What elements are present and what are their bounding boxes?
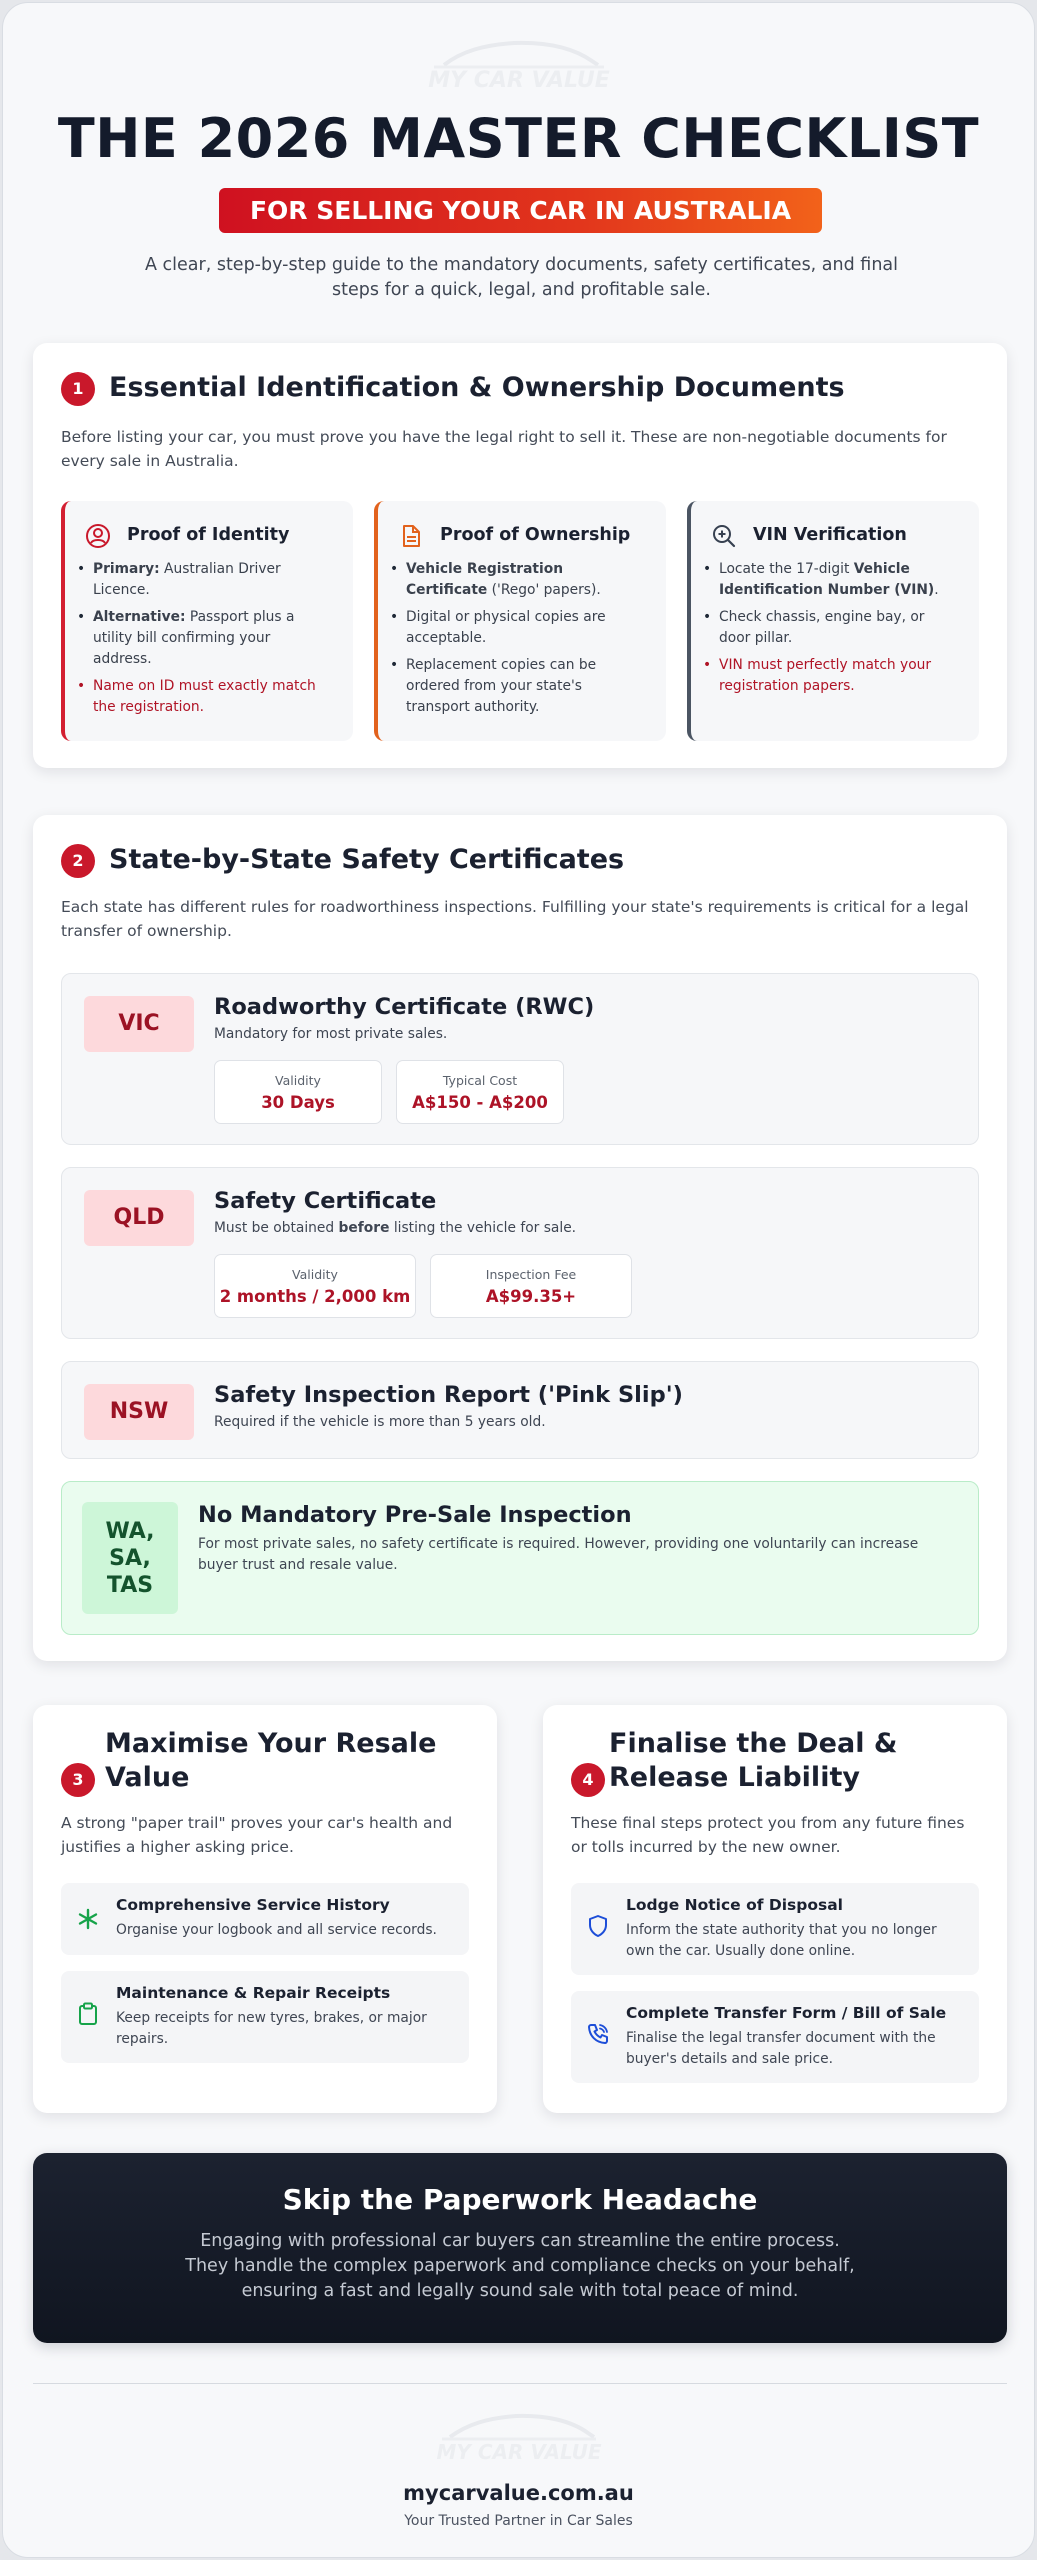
section-number: 2 bbox=[61, 844, 95, 878]
state-subtitle: Must be obtained before listing the vehicle for sale. bbox=[214, 1220, 577, 1236]
state-badge: NSW bbox=[84, 1384, 194, 1440]
doc-card-vin bbox=[687, 501, 979, 741]
asterisk-icon bbox=[75, 1906, 101, 1932]
section-title: State-by-State Safety Certificates bbox=[109, 844, 625, 875]
pill-label: Inspection Fee bbox=[485, 1267, 577, 1282]
list-item bbox=[61, 1971, 469, 2063]
section-title: Maximise Your Resale Value bbox=[105, 1728, 437, 1793]
item-description: Finalise the legal transfer document with the buyer's details and sale price. bbox=[626, 2030, 936, 2067]
section-finalise-deal bbox=[543, 1705, 1007, 2113]
item-description: Inform the state authority that you no longer own the car. Usually done online. bbox=[626, 1922, 937, 1959]
doc-card-title: Proof of Identity bbox=[127, 525, 290, 545]
intro-line-1: A clear, step-by-step guide to the mandatory documents, safety certificates, and final bbox=[145, 255, 898, 275]
list-item: • Primary: Australian Driver Licence. bbox=[93, 559, 333, 601]
pill-label: Typical Cost bbox=[442, 1073, 518, 1088]
list-item: • Replacement copies can be ordered from your state's transport authority. bbox=[406, 655, 646, 718]
item-title: Complete Transfer Form / Bill of Sale bbox=[626, 2004, 947, 2022]
warning-item: • Name on ID must exactly match the registration. bbox=[93, 676, 333, 718]
section-description: Each state has different rules for roadworthiness inspections. Fulfilling your state's requirements is critical for a legal transfer of ownership. bbox=[61, 898, 969, 940]
intro-text bbox=[143, 253, 900, 303]
cta-banner bbox=[33, 2153, 1007, 2343]
item-title: Maintenance & Repair Receipts bbox=[116, 1984, 391, 2002]
section-description: These final steps protect you from any future fines or tolls incurred by the new owner. bbox=[571, 1814, 965, 1856]
cta-title: Skip the Paperwork Headache bbox=[282, 2183, 758, 2216]
cta-text: Engaging with professional car buyers can streamline the entire process. They handle the complex paperwork and compliance checks on your behalf, ensuring a fast and legally sound sale with total peace of mind. bbox=[185, 2231, 855, 2301]
state-title: Safety Inspection Report ('Pink Slip') bbox=[214, 1382, 683, 1408]
document-icon bbox=[398, 523, 424, 549]
clipboard-icon bbox=[75, 2001, 101, 2027]
doc-card-ownership bbox=[374, 501, 666, 741]
state-subtitle: For most private sales, no safety certificate is required. However, providing one voluntarily can increase buyer trust and resale value. bbox=[198, 1536, 919, 1573]
section-description: Before listing your car, you must prove you have the legal right to sell it. These are non-negotiable documents for every sale in Australia. bbox=[61, 428, 947, 470]
logo-text: MY CAR VALUE bbox=[435, 2440, 602, 2464]
footer-site-link[interactable]: mycarvalue.com.au bbox=[403, 2481, 634, 2505]
item-description: Keep receipts for new tyres, brakes, or major repairs. bbox=[116, 2010, 427, 2047]
pill-value: A$99.35+ bbox=[485, 1287, 577, 1306]
list-item: • Alternative: Passport plus a utility bill confirming your address. bbox=[93, 607, 333, 670]
state-card-nsw bbox=[61, 1361, 979, 1459]
state-subtitle: Mandatory for most private sales. bbox=[214, 1026, 448, 1042]
item-title: Comprehensive Service History bbox=[116, 1896, 390, 1914]
state-title: Safety Certificate bbox=[214, 1188, 437, 1214]
subtitle-ribbon: FOR SELLING YOUR CAR IN AUSTRALIA bbox=[219, 188, 822, 233]
fee-pill bbox=[430, 1254, 632, 1318]
pill-value: 30 Days bbox=[261, 1093, 335, 1112]
section-identification bbox=[33, 343, 1007, 768]
section-number: 4 bbox=[571, 1763, 605, 1797]
pill-value: 2 months / 2,000 km bbox=[219, 1287, 411, 1306]
state-badge: QLD bbox=[84, 1190, 194, 1246]
footer-logo bbox=[3, 2403, 1034, 2473]
pill-label: Validity bbox=[292, 1267, 338, 1282]
state-title: No Mandatory Pre-Sale Inspection bbox=[198, 1502, 632, 1528]
logo-text: MY CAR VALUE bbox=[427, 68, 610, 93]
list-item: • Check chassis, engine bay, or door pillar. bbox=[719, 607, 959, 649]
page-title: THE 2026 MASTER CHECKLIST bbox=[57, 107, 980, 170]
doc-card-list bbox=[406, 559, 646, 724]
state-card-vic bbox=[61, 973, 979, 1145]
phone-icon bbox=[585, 2021, 611, 2047]
pill-label: Validity bbox=[275, 1073, 321, 1088]
warning-item: • VIN must perfectly match your registration papers. bbox=[719, 655, 959, 697]
section-number: 3 bbox=[61, 1763, 95, 1797]
brand-logo bbox=[3, 31, 1034, 101]
doc-card-title: VIN Verification bbox=[753, 525, 907, 545]
item-description: Organise your logbook and all service records. bbox=[116, 1922, 437, 1938]
state-card-qld bbox=[61, 1167, 979, 1339]
section-number: 1 bbox=[61, 372, 95, 406]
doc-card-identity bbox=[61, 501, 353, 741]
infographic-page bbox=[2, 2, 1035, 2558]
section-resale-value bbox=[33, 1705, 497, 2113]
list-item: • Digital or physical copies are acceptable. bbox=[406, 607, 646, 649]
intro-line-2: steps for a quick, legal, and profitable sale. bbox=[332, 280, 711, 300]
state-badge: VIC bbox=[84, 996, 194, 1052]
list-item: • Locate the 17-digit Vehicle Identification Number (VIN). bbox=[719, 559, 959, 601]
state-badge: WA, SA, TAS bbox=[82, 1502, 178, 1614]
cost-pill bbox=[396, 1060, 564, 1124]
doc-card-list bbox=[93, 559, 333, 724]
shield-icon bbox=[585, 1913, 611, 1939]
section-title: Finalise the Deal & Release Liability bbox=[609, 1728, 898, 1793]
user-circle-icon bbox=[85, 523, 111, 549]
section-description: A strong "paper trail" proves your car's health and justifies a higher asking price. bbox=[61, 1814, 453, 1856]
list-item bbox=[61, 1883, 469, 1955]
section-safety-certificates bbox=[33, 815, 1007, 1661]
state-title: Roadworthy Certificate (RWC) bbox=[214, 994, 595, 1020]
list-item bbox=[571, 1883, 979, 1975]
section-title: Essential Identification & Ownership Documents bbox=[109, 372, 845, 403]
magnifier-icon bbox=[711, 523, 737, 549]
doc-card-list bbox=[719, 559, 959, 703]
item-title: Lodge Notice of Disposal bbox=[626, 1896, 843, 1914]
footer-tagline: Your Trusted Partner in Car Sales bbox=[404, 2513, 633, 2529]
list-item: • Vehicle Registration Certificate ('Rego' papers). bbox=[406, 559, 646, 601]
doc-card-title: Proof of Ownership bbox=[440, 525, 631, 545]
validity-pill bbox=[214, 1254, 416, 1318]
state-card-wa-sa-tas bbox=[61, 1481, 979, 1635]
list-item bbox=[571, 1991, 979, 2083]
footer-divider bbox=[33, 2383, 1007, 2384]
state-subtitle: Required if the vehicle is more than 5 years old. bbox=[214, 1414, 546, 1430]
validity-pill bbox=[214, 1060, 382, 1124]
pill-value: A$150 - A$200 bbox=[412, 1093, 548, 1112]
